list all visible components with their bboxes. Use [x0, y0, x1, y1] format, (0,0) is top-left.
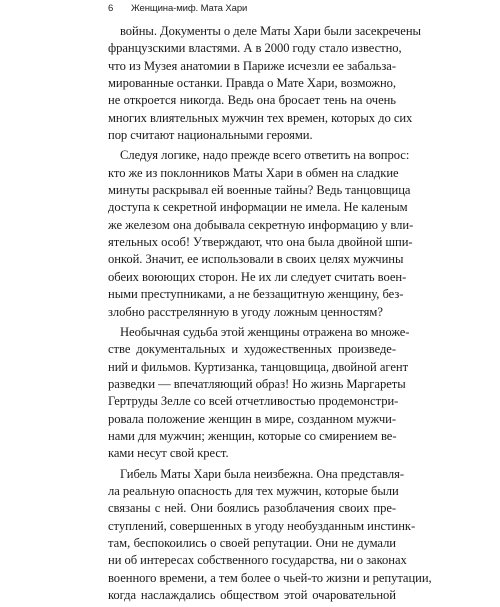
- paragraph: [108, 324, 410, 463]
- text-line: мированные останки. Правда о Мате Хари, возможно,: [108, 76, 396, 91]
- text-line: ступлений, совершенных в угоду необузданным инстинк-: [108, 518, 416, 533]
- text-line: ла реальную опасность для тех мужчин, которые были: [108, 483, 399, 498]
- text-line: Необычная судьба этой женщины отражена во множе-: [120, 324, 410, 339]
- text-line: ровала положение женщин в мире, созданном мужчи-: [108, 411, 396, 426]
- text-line: ний и фильмов. Куртизанка, танцовщица, двойной агент: [108, 359, 409, 374]
- text-line: ками несут свой крест.: [108, 446, 229, 461]
- text-line: доступа к секретной информации не имела. Не каленым: [108, 200, 408, 215]
- text-line: же железом она добывала секретную информацию у вли-: [108, 217, 414, 232]
- text-line: пор считают национальными героями.: [108, 128, 313, 143]
- text-line: не откроется никогда. Ведь она бросает тень на очень: [108, 93, 396, 108]
- text-line: там, беспокоились о своей репутации. Они не думали: [108, 535, 396, 550]
- paragraph: [108, 466, 432, 605]
- text-line: Гертруды Зелле со всей отчетливостью продемонстри-: [108, 394, 399, 409]
- text-line: французскими властями. А в 2000 году стало известно,: [108, 41, 402, 56]
- text-line: ни об интересах собственного государства, ни о законах: [108, 553, 407, 568]
- paragraph: [108, 23, 421, 144]
- text-line: что из Музея анатомии в Париже исчезли ее забальза-: [108, 58, 396, 73]
- text-line: нами для мужчин; женщин, которые со смирением ве-: [108, 428, 397, 443]
- text-line: кто же из поклонников Маты Хари в обмен на сладкие: [108, 165, 399, 180]
- text-line: минуты раскрывал ей военные тайны? Ведь танцовщица: [108, 183, 411, 198]
- text-line: онкой. Значит, ее использовали в своих целях мужчины: [108, 252, 404, 267]
- text-line: многих влиятельных мужчин тех времен, которых до сих: [108, 110, 413, 125]
- paragraph: [108, 147, 414, 320]
- body-text: [108, 23, 432, 607]
- text-line: военного времени, а тем более о чьей-то жизни и репутации,: [108, 570, 432, 585]
- text-line: войны. Документы о деле Маты Хари были засекречены: [120, 24, 421, 38]
- text-line: ными преступниками, а не беззащитную женщину, без-: [108, 287, 404, 302]
- text-line: злобно расстрелянную в угоду ложным ценностям?: [108, 304, 383, 319]
- page-number: 6: [108, 3, 114, 14]
- text-line: ятельных особ! Утверждают, что она была двойной шпи-: [108, 235, 413, 250]
- text-line: Гибель Маты Хари была неизбежна. Она представля-: [120, 466, 405, 481]
- text-line: когда наслаждались обществом этой очаровательной: [108, 588, 396, 602]
- running-title: Женщина-миф. Мата Хари: [131, 3, 248, 14]
- text-line: обеих воюющих сторон. Не их ли следует считать воен-: [108, 269, 407, 284]
- text-line: разведки — впечатляющий образ! Но жизнь Маргареты: [108, 376, 406, 391]
- text-line: стве документальных и художественных произведе-: [108, 342, 396, 357]
- text-line: связаны с ней. Они боялись разоблачения своих пре-: [108, 501, 396, 516]
- page-header: [108, 3, 396, 15]
- text-line: Следуя логике, надо прежде всего ответить на вопрос:: [120, 148, 410, 163]
